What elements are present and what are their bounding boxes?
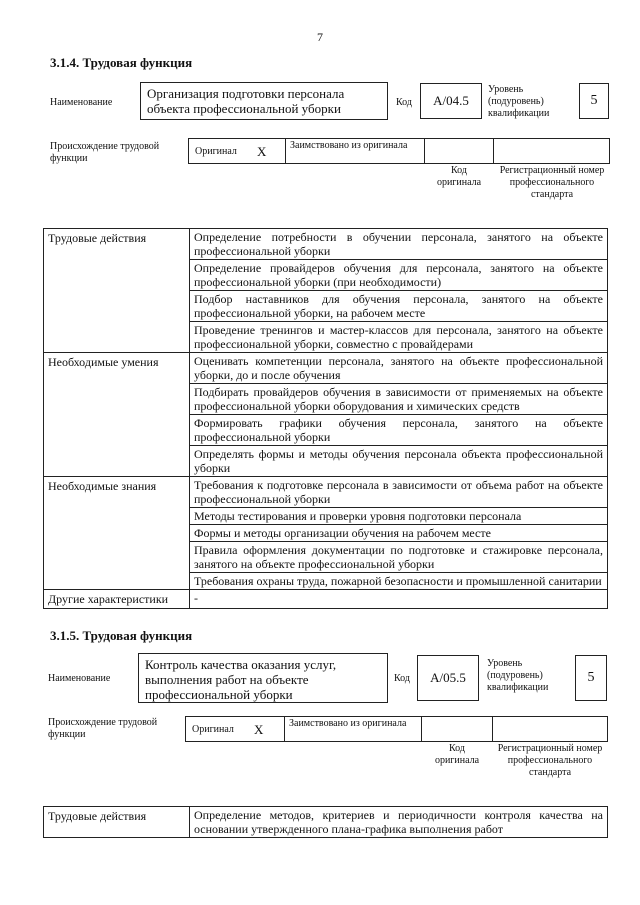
table-cell: Определение методов, критериев и периодичности контроля качества на основании утвержденного плана-графика выполнения работ	[190, 807, 608, 838]
function-table	[43, 228, 608, 609]
original-cell	[188, 138, 286, 164]
function-name-box: Организация подготовки персонала объекта профессиональной уборки	[140, 82, 388, 120]
code-value-box: А/05.5	[417, 655, 479, 701]
original-mark: X	[254, 722, 264, 737]
table-cell: -	[190, 590, 608, 609]
reg-number-cell	[492, 716, 608, 742]
table-cell: Требования к подготовке персонала в зависимости от объема работ на объекте профессиональной уборки	[190, 477, 608, 508]
code-original-caption: Код оригинала	[436, 165, 482, 188]
code-label: Код	[394, 673, 410, 684]
original-label: Оригинал	[192, 724, 234, 735]
name-label: Наименование	[50, 97, 113, 108]
section-title: 3.1.5. Трудовая функция	[50, 628, 193, 643]
original-label: Оригинал	[195, 146, 237, 157]
reg-number-caption: Регистрационный номер профессионального стандарта	[497, 743, 603, 778]
code-label: Код	[396, 97, 412, 108]
table-cell: Правила оформления документации по подготовке и стажировке персонала, занятого на объекте профессиональной уборки	[190, 542, 608, 573]
table-cell: Определение потребности в обучении персонала, занятого на объекте профессиональной уборки	[190, 229, 608, 260]
code-original-caption: Код оригинала	[434, 743, 480, 766]
table-cell: Методы тестирования и проверки уровня подготовки персонала	[190, 508, 608, 525]
table-cell: Подбор наставников для обучения персонала, занятого на объекте профессиональной уборки, на рабочем месте	[190, 291, 608, 322]
original-cell	[185, 716, 285, 742]
code-value-box: А/04.5	[420, 83, 482, 119]
level-label: Уровень (подуровень) квалификации	[487, 658, 549, 693]
table-cell: Формировать графики обучения персонала, занятого на объекте профессиональной уборки	[190, 415, 608, 446]
origin-label: Происхождение трудовой функции	[48, 717, 158, 740]
table-cell: Оценивать компетенции персонала, занятого на объекте профессиональной уборки, до и после обучения	[190, 353, 608, 384]
level-value-box: 5	[579, 83, 609, 119]
table-cell: Проведение тренингов и мастер-классов для персонала, занятого на объекте профессиональной уборки, совместно с провайдерами	[190, 322, 608, 353]
code-original-cell	[424, 138, 494, 164]
name-label: Наименование	[48, 673, 111, 684]
table-cell: Формы и методы организации обучения на рабочем месте	[190, 525, 608, 542]
reg-number-caption: Регистрационный номер профессионального стандарта	[499, 165, 605, 200]
code-original-cell	[421, 716, 493, 742]
original-mark: X	[257, 144, 267, 159]
function-name-box: Контроль качества оказания услуг, выполнения работ на объекте профессиональной уборки	[138, 653, 388, 703]
row-label: Необходимые знания	[44, 477, 190, 590]
row-label: Другие характеристики	[44, 590, 190, 609]
table-cell: Определение провайдеров обучения для персонала, занятого на объекте профессиональной уборки (при необходимости)	[190, 260, 608, 291]
function-table	[43, 806, 608, 838]
row-label: Необходимые умения	[44, 353, 190, 477]
level-value-box: 5	[575, 655, 607, 701]
page-number: 7	[317, 30, 323, 44]
level-label: Уровень (подуровень) квалификации	[488, 84, 550, 119]
row-label: Трудовые действия	[44, 807, 190, 838]
origin-label: Происхождение трудовой функции	[50, 141, 160, 164]
section-title: 3.1.4. Трудовая функция	[50, 55, 193, 70]
table-cell: Подбирать провайдеров обучения в зависимости от применяемых на объекте профессиональной уборки оборудования и химических средств	[190, 384, 608, 415]
table-cell: Требования охраны труда, пожарной безопасности и промышленной санитарии	[190, 573, 608, 590]
borrowed-cell: Заимствовано из оригинала	[285, 138, 425, 164]
table-cell: Определять формы и методы обучения персонала объекта профессиональной уборки	[190, 446, 608, 477]
reg-number-cell	[493, 138, 610, 164]
row-label: Трудовые действия	[44, 229, 190, 353]
borrowed-cell: Заимствовано из оригинала	[284, 716, 422, 742]
